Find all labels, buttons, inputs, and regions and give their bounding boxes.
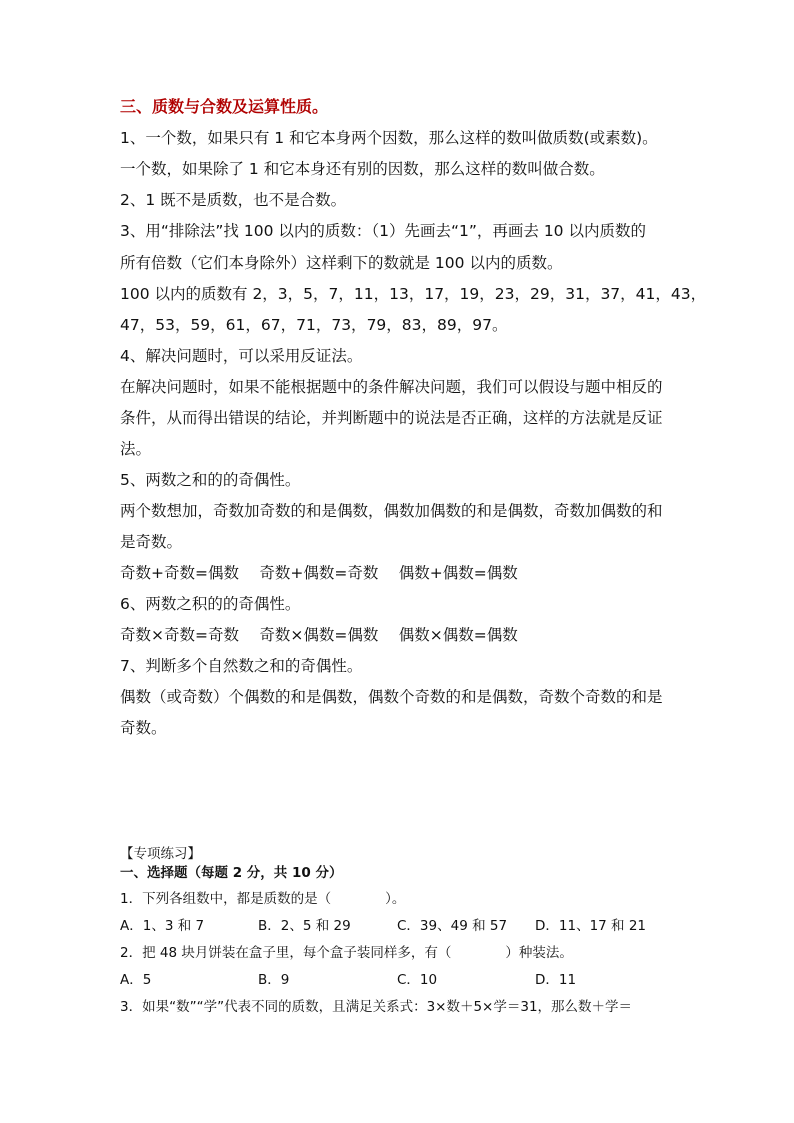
paragraph-contradiction-explain: 在解决问题时，如果不能根据题中的条件解决问题，我们可以假设与题中相反的 [120,378,663,396]
paragraph-sum-parity: 5、两数之和的的奇偶性。 [120,471,301,489]
question-1-option-c: C．39、49 和 57 [397,918,508,934]
paragraph-sieve-method: 3、用“排除法”找 100 以内的质数：（1）先画去“1”，再画去 10 以内质数的 [120,222,646,240]
question-1-option-b: B．2、5 和 29 [258,918,351,934]
paragraph-sum-parity-explain-2: 是奇数。 [120,533,183,551]
paragraph-prime-list: 100 以内的质数有 2，3，5，7，11，13，17，19，23，29，31，37，41，43， [120,285,707,303]
paragraph-contradiction-explain-2: 条件，从而得出错误的结论，并判断题中的说法是否正确，这样的方法就是反证 [120,409,663,427]
paragraph-proof-by-contradiction: 4、解决问题时，可以采用反证法。 [120,347,363,365]
practice-title: 【专项练习】 [120,846,201,862]
paragraph-prime-list-cont: 47，53，59，61，67，71，73，79，83，89，97。 [120,316,508,334]
paragraph-multi-sum-explain-2: 奇数。 [120,719,167,737]
question-2-option-d: D．11 [535,972,577,988]
question-3: 3．如果“数”“学”代表不同的质数，且满足关系式：3×数＋5×学＝31，那么数＋学＝ [120,999,633,1015]
paragraph-composite-definition: 一个数，如果除了 1 和它本身还有别的因数，那么这样的数叫做合数。 [120,160,605,178]
question-2-option-b: B．9 [258,972,290,988]
practice-part-heading: 一、选择题（每题 2 分，共 10 分） [120,865,343,881]
paragraph-sum-parity-explain: 两个数想加，奇数加奇数的和是偶数，偶数加偶数的和是偶数，奇数加偶数的和 [120,502,663,520]
paragraph-product-rules: 奇数×奇数=奇数 奇数×偶数=偶数 偶数×偶数=偶数 [120,626,518,644]
paragraph-multi-sum-explain: 偶数（或奇数）个偶数的和是偶数，偶数个奇数的和是偶数，奇数个奇数的和是 [120,688,663,706]
paragraph-sum-rules: 奇数+奇数=偶数 奇数+偶数=奇数 偶数+偶数=偶数 [120,564,518,582]
question-2: 2．把 48 块月饼装在盒子里，每个盒子装同样多，有（ ）种装法。 [120,945,573,961]
question-2-option-a: A．5 [120,972,152,988]
question-1-option-a: A．1、3 和 7 [120,918,205,934]
question-1-option-d: D．11、17 和 21 [535,918,647,934]
question-2-option-c: C．10 [397,972,438,988]
paragraph-product-parity: 6、两数之积的的奇偶性。 [120,595,301,613]
paragraph-one-rule: 2、1 既不是质数，也不是合数。 [120,191,347,209]
paragraph-prime-definition: 1、一个数，如果只有 1 和它本身两个因数，那么这样的数叫做质数(或素数)。 [120,129,658,147]
question-1: 1．下列各组数中，都是质数的是（ ）。 [120,891,406,907]
section-heading: 三、质数与合数及运算性质。 [120,97,329,116]
paragraph-contradiction-explain-3: 法。 [120,440,152,458]
paragraph-sieve-method-cont: 所有倍数（它们本身除外）这样剩下的数就是 100 以内的质数。 [120,254,563,272]
paragraph-multi-sum-parity: 7、判断多个自然数之和的奇偶性。 [120,657,363,675]
